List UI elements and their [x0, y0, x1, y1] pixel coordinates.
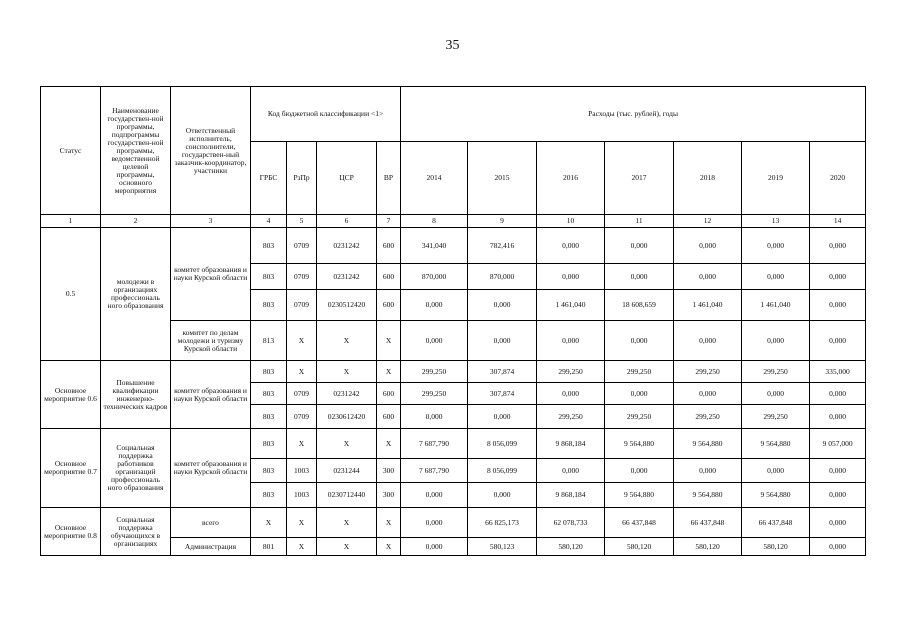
cell-value: 0,000 [468, 483, 537, 508]
cell-grbs: X [251, 508, 287, 538]
cell-vr: X [377, 361, 401, 383]
cell-value: 299,250 [605, 405, 674, 429]
cell-grbs: 803 [251, 290, 287, 321]
cell-grbs: 803 [251, 361, 287, 383]
cell-rzpr: 0709 [287, 405, 317, 429]
cell-grbs: 803 [251, 264, 287, 290]
row-status: Основное мероприятие 0.6 [41, 361, 101, 429]
cell-value: 18 608,659 [605, 290, 674, 321]
cell-vr: 600 [377, 383, 401, 405]
column-number-row [41, 215, 866, 228]
cell-value: 0,000 [674, 264, 742, 290]
header-year: 2020 [810, 142, 866, 215]
cell-csr: 0230712440 [317, 483, 377, 508]
cell-value: 9 564,880 [605, 429, 674, 459]
cell-value: 870,000 [401, 264, 468, 290]
cell-vr: 600 [377, 228, 401, 264]
cell-value: 580,120 [742, 538, 810, 556]
cell-value: 299,250 [401, 361, 468, 383]
cell-rzpr: X [287, 538, 317, 556]
row-executor: комитет образования и науки Курской области [171, 361, 251, 429]
cell-csr: X [317, 538, 377, 556]
cell-grbs: 803 [251, 483, 287, 508]
cell-value: 1 461,040 [674, 290, 742, 321]
col-number: 6 [317, 215, 377, 228]
header-name: Наименование государствен-ной программы, подпрограммы государствен-ной программы, ведомственной целевой программы, основного мероприятия [101, 87, 171, 215]
cell-value: 9 057,000 [810, 429, 866, 459]
col-number: 1 [41, 215, 101, 228]
cell-value: 9 868,184 [537, 429, 605, 459]
cell-value: 7 687,790 [401, 459, 468, 483]
cell-rzpr: 1003 [287, 483, 317, 508]
cell-rzpr: X [287, 321, 317, 361]
cell-value: 8 056,099 [468, 429, 537, 459]
header-expenses-group: Расходы (тыс. рублей), годы [401, 87, 866, 142]
header-csr: ЦСР [317, 142, 377, 215]
cell-grbs: 801 [251, 538, 287, 556]
cell-csr: 0230612420 [317, 405, 377, 429]
header-year: 2019 [742, 142, 810, 215]
header-status: Статус [41, 87, 101, 215]
cell-value: 307,874 [468, 361, 537, 383]
row-status: 0.5 [41, 228, 101, 361]
cell-value: 9 564,880 [674, 483, 742, 508]
row-executor: комитет образования и науки Курской области [171, 228, 251, 321]
cell-vr: 600 [377, 290, 401, 321]
cell-value: 9 564,880 [742, 429, 810, 459]
budget-table [40, 86, 866, 556]
cell-value: 0,000 [401, 321, 468, 361]
cell-value: 580,120 [605, 538, 674, 556]
cell-csr: X [317, 361, 377, 383]
table-row [41, 429, 866, 459]
cell-value: 341,040 [401, 228, 468, 264]
cell-rzpr: 0709 [287, 290, 317, 321]
col-number: 7 [377, 215, 401, 228]
cell-value: 66 437,848 [605, 508, 674, 538]
table-row [41, 361, 866, 383]
cell-csr: 0231242 [317, 228, 377, 264]
cell-value: 66 825,173 [468, 508, 537, 538]
row-status: Основное мероприятие 0.8 [41, 508, 101, 556]
table-row [41, 228, 866, 264]
cell-value: 0,000 [674, 459, 742, 483]
cell-csr: 0231242 [317, 264, 377, 290]
header-executor: Ответственный исполнитель, соисполнители, государствен-ный заказчик-координатор, участники [171, 87, 251, 215]
row-executor: комитет образования и науки Курской области [171, 429, 251, 508]
cell-grbs: 803 [251, 383, 287, 405]
cell-value: 0,000 [810, 459, 866, 483]
cell-value: 0,000 [401, 508, 468, 538]
cell-value: 9 564,880 [674, 429, 742, 459]
cell-value: 0,000 [401, 538, 468, 556]
cell-value: 0,000 [605, 264, 674, 290]
cell-vr: 300 [377, 459, 401, 483]
cell-value: 0,000 [468, 290, 537, 321]
header-year: 2017 [605, 142, 674, 215]
col-number: 2 [101, 215, 171, 228]
row-name: молодежи в организациях профессиональ ного образования [101, 228, 171, 361]
cell-value: 66 437,848 [742, 508, 810, 538]
cell-value: 0,000 [742, 228, 810, 264]
page-number: 35 [445, 38, 460, 53]
header-grbs: ГРБС [251, 142, 287, 215]
cell-value: 0,000 [742, 459, 810, 483]
cell-value: 335,000 [810, 361, 866, 383]
row-executor: Администрация [171, 538, 251, 556]
cell-value: 782,416 [468, 228, 537, 264]
cell-value: 62 078,733 [537, 508, 605, 538]
cell-value: 0,000 [810, 383, 866, 405]
cell-value: 0,000 [742, 383, 810, 405]
cell-grbs: 803 [251, 429, 287, 459]
cell-value: 0,000 [401, 483, 468, 508]
cell-value: 0,000 [401, 405, 468, 429]
header-row-1 [41, 87, 866, 142]
table-row [41, 508, 866, 538]
cell-csr: 0230512420 [317, 290, 377, 321]
cell-value: 0,000 [810, 483, 866, 508]
cell-value: 0,000 [674, 228, 742, 264]
cell-value: 9 564,880 [742, 483, 810, 508]
cell-value: 0,000 [810, 405, 866, 429]
cell-value: 299,250 [537, 405, 605, 429]
header-year: 2015 [468, 142, 537, 215]
col-number: 12 [674, 215, 742, 228]
cell-value: 299,250 [742, 405, 810, 429]
cell-rzpr: X [287, 508, 317, 538]
cell-vr: X [377, 538, 401, 556]
col-number: 13 [742, 215, 810, 228]
cell-value: 0,000 [401, 290, 468, 321]
cell-csr: 0231244 [317, 459, 377, 483]
cell-value: 0,000 [810, 321, 866, 361]
cell-rzpr: 0709 [287, 228, 317, 264]
cell-rzpr: 0709 [287, 383, 317, 405]
cell-vr: 600 [377, 405, 401, 429]
cell-value: 0,000 [605, 228, 674, 264]
cell-value: 0,000 [810, 508, 866, 538]
cell-value: 299,250 [674, 405, 742, 429]
cell-csr: X [317, 321, 377, 361]
cell-value: 0,000 [742, 321, 810, 361]
cell-vr: 600 [377, 264, 401, 290]
cell-value: 0,000 [810, 538, 866, 556]
row-status: Основное мероприятие 0.7 [41, 429, 101, 508]
cell-vr: 300 [377, 483, 401, 508]
col-number: 11 [605, 215, 674, 228]
cell-value: 9 564,880 [605, 483, 674, 508]
header-vr: ВР [377, 142, 401, 215]
cell-value: 299,250 [674, 361, 742, 383]
cell-value: 66 437,848 [674, 508, 742, 538]
cell-grbs: 813 [251, 321, 287, 361]
cell-value: 580,123 [468, 538, 537, 556]
cell-value: 0,000 [537, 321, 605, 361]
cell-value: 307,874 [468, 383, 537, 405]
cell-value: 0,000 [605, 459, 674, 483]
header-rzpr: РзПр [287, 142, 317, 215]
cell-rzpr: X [287, 361, 317, 383]
cell-value: 299,250 [537, 361, 605, 383]
row-name: Социальная поддержка обучающихся в организациях [101, 508, 171, 556]
cell-value: 299,250 [605, 361, 674, 383]
header-year: 2014 [401, 142, 468, 215]
col-number: 3 [171, 215, 251, 228]
col-number: 14 [810, 215, 866, 228]
cell-rzpr: 0709 [287, 264, 317, 290]
row-executor: всего [171, 508, 251, 538]
cell-value: 0,000 [742, 264, 810, 290]
row-name: Повышение квалификации инженерно-технических кадров [101, 361, 171, 429]
header-kbk-group: Код бюджетной классификации <1> [251, 87, 401, 142]
cell-value: 0,000 [537, 459, 605, 483]
cell-csr: X [317, 429, 377, 459]
cell-value: 9 868,184 [537, 483, 605, 508]
cell-value: 0,000 [605, 321, 674, 361]
cell-value: 0,000 [810, 290, 866, 321]
col-number: 4 [251, 215, 287, 228]
cell-value: 1 461,040 [742, 290, 810, 321]
cell-value: 870,000 [468, 264, 537, 290]
cell-csr: 0231242 [317, 383, 377, 405]
cell-value: 0,000 [674, 383, 742, 405]
cell-value: 0,000 [605, 383, 674, 405]
cell-value: 580,120 [674, 538, 742, 556]
cell-value: 8 056,099 [468, 459, 537, 483]
cell-value: 0,000 [674, 321, 742, 361]
cell-vr: X [377, 508, 401, 538]
cell-value: 580,120 [537, 538, 605, 556]
cell-value: 0,000 [810, 228, 866, 264]
cell-value: 299,250 [401, 383, 468, 405]
cell-vr: X [377, 429, 401, 459]
cell-value: 0,000 [468, 321, 537, 361]
cell-rzpr: X [287, 429, 317, 459]
row-executor: комитет по делам молодежи и туризму Курской области [171, 321, 251, 361]
cell-value: 0,000 [537, 228, 605, 264]
cell-vr: X [377, 321, 401, 361]
cell-value: 299,250 [742, 361, 810, 383]
cell-value: 1 461,040 [537, 290, 605, 321]
cell-grbs: 803 [251, 228, 287, 264]
cell-value: 0,000 [537, 264, 605, 290]
cell-value: 0,000 [468, 405, 537, 429]
cell-grbs: 803 [251, 459, 287, 483]
cell-value: 0,000 [810, 264, 866, 290]
col-number: 9 [468, 215, 537, 228]
header-year: 2016 [537, 142, 605, 215]
cell-csr: X [317, 508, 377, 538]
cell-value: 0,000 [537, 383, 605, 405]
cell-rzpr: 1003 [287, 459, 317, 483]
col-number: 10 [537, 215, 605, 228]
cell-value: 7 687,790 [401, 429, 468, 459]
row-name: Социальная поддержка работников организаций профессиональ ного образования [101, 429, 171, 508]
col-number: 5 [287, 215, 317, 228]
col-number: 8 [401, 215, 468, 228]
cell-grbs: 803 [251, 405, 287, 429]
header-year: 2018 [674, 142, 742, 215]
